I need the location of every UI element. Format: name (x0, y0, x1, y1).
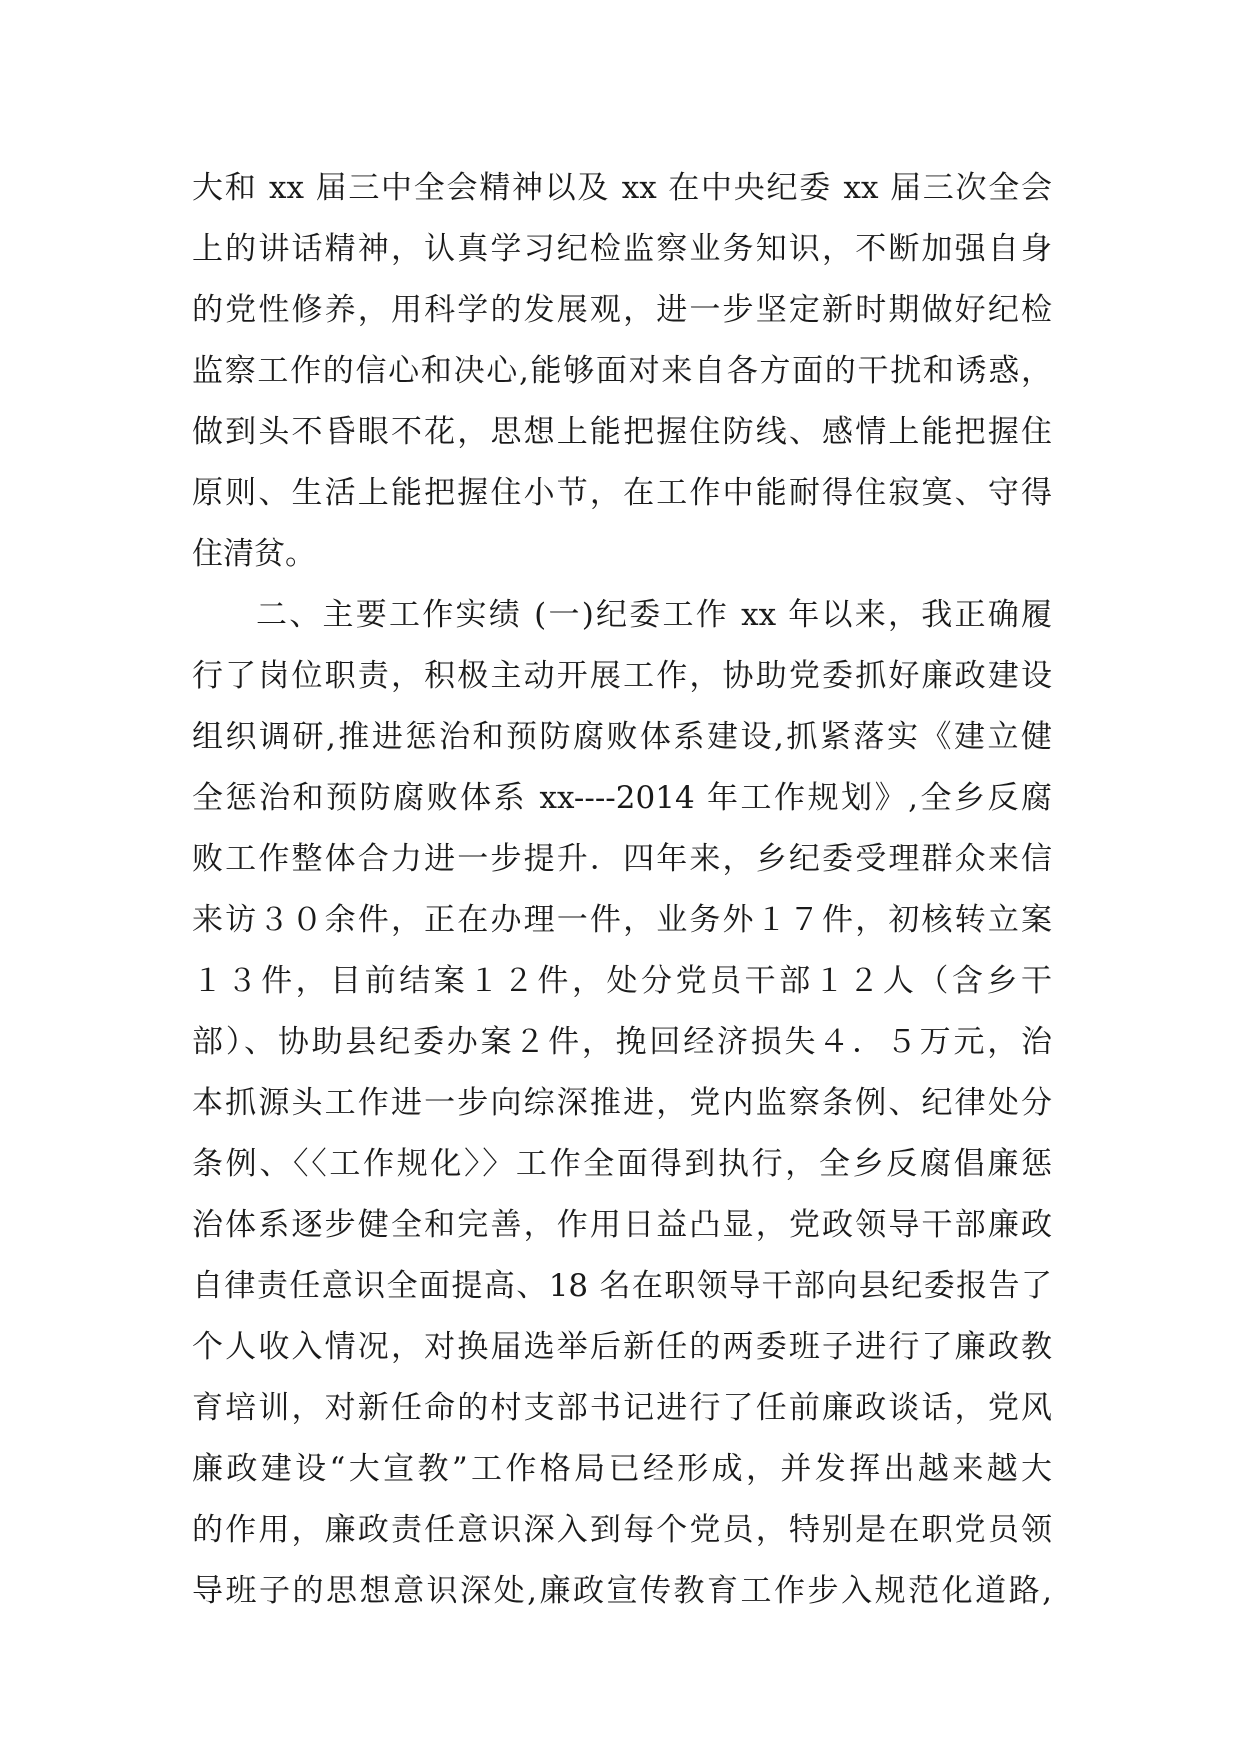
text-line: 做到头不昏眼不花，思想上能把握住防线、感情上能把握住 (192, 414, 1052, 450)
paragraph-1 (192, 158, 1052, 585)
text-line: 全惩治和预防腐败体系 xx----2014 年工作规划》,全乡反腐 (192, 780, 1052, 816)
text-line: 组织调研,推进惩治和预防腐败体系建设,抓紧落实《建立健 (192, 719, 1052, 755)
text-line: 的作用，廉政责任意识深入到每个党员，特别是在职党员领 (192, 1512, 1052, 1548)
text-line: １３件，目前结案１２件，处分党员干部１２人（含乡干 (192, 963, 1052, 999)
text-line: 本抓源头工作进一步向综深推进，党内监察条例、纪律处分 (192, 1085, 1052, 1121)
text-line: 来访３０余件，正在办理一件，业务外１７件，初核转立案 (192, 902, 1052, 938)
text-line: 大和 xx 届三中全会精神以及 xx 在中央纪委 xx 届三次全会 (192, 170, 1052, 206)
text-line: 监察工作的信心和决心,能够面对来自各方面的干扰和诱惑， (192, 353, 1052, 389)
text-line: 治体系逐步健全和完善，作用日益凸显，党政领导干部廉政 (192, 1207, 1052, 1243)
text-line: 条例、〈〈工作规化〉〉工作全面得到执行，全乡反腐倡廉惩 (192, 1146, 1052, 1182)
text-line: 原则、生活上能把握住小节，在工作中能耐得住寂寞、守得 (192, 475, 1052, 511)
text-line: 廉政建设“大宣教”工作格局已经形成，并发挥出越来越大 (192, 1451, 1052, 1487)
text-line: 部）、协助县纪委办案２件，挽回经济损失４．５万元，治 (192, 1024, 1052, 1060)
text-line: 住清贫。 (192, 536, 316, 572)
text-line: 上的讲话精神，认真学习纪检监察业务知识，不断加强自身 (192, 231, 1052, 267)
text-line: 败工作整体合力进一步提升．四年来，乡纪委受理群众来信 (192, 841, 1052, 877)
text-line: 个人收入情况，对换届选举后新任的两委班子进行了廉政教 (192, 1329, 1052, 1365)
text-line: 的党性修养，用科学的发展观，进一步坚定新时期做好纪检 (192, 292, 1052, 328)
text-line: 行了岗位职责，积极主动开展工作，协助党委抓好廉政建设 (192, 658, 1052, 694)
section-heading-line: 二、主要工作实绩 (一)纪委工作 xx 年以来，我正确履 (256, 597, 1052, 633)
body-text (192, 158, 1052, 1622)
text-line: 导班子的思想意识深处,廉政宣传教育工作步入规范化道路, (192, 1573, 1052, 1609)
text-line: 育培训，对新任命的村支部书记进行了任前廉政谈话，党风 (192, 1390, 1052, 1426)
paragraph-2 (192, 585, 1052, 1622)
text-line: 自律责任意识全面提高、18 名在职领导干部向县纪委报告了 (192, 1268, 1052, 1304)
